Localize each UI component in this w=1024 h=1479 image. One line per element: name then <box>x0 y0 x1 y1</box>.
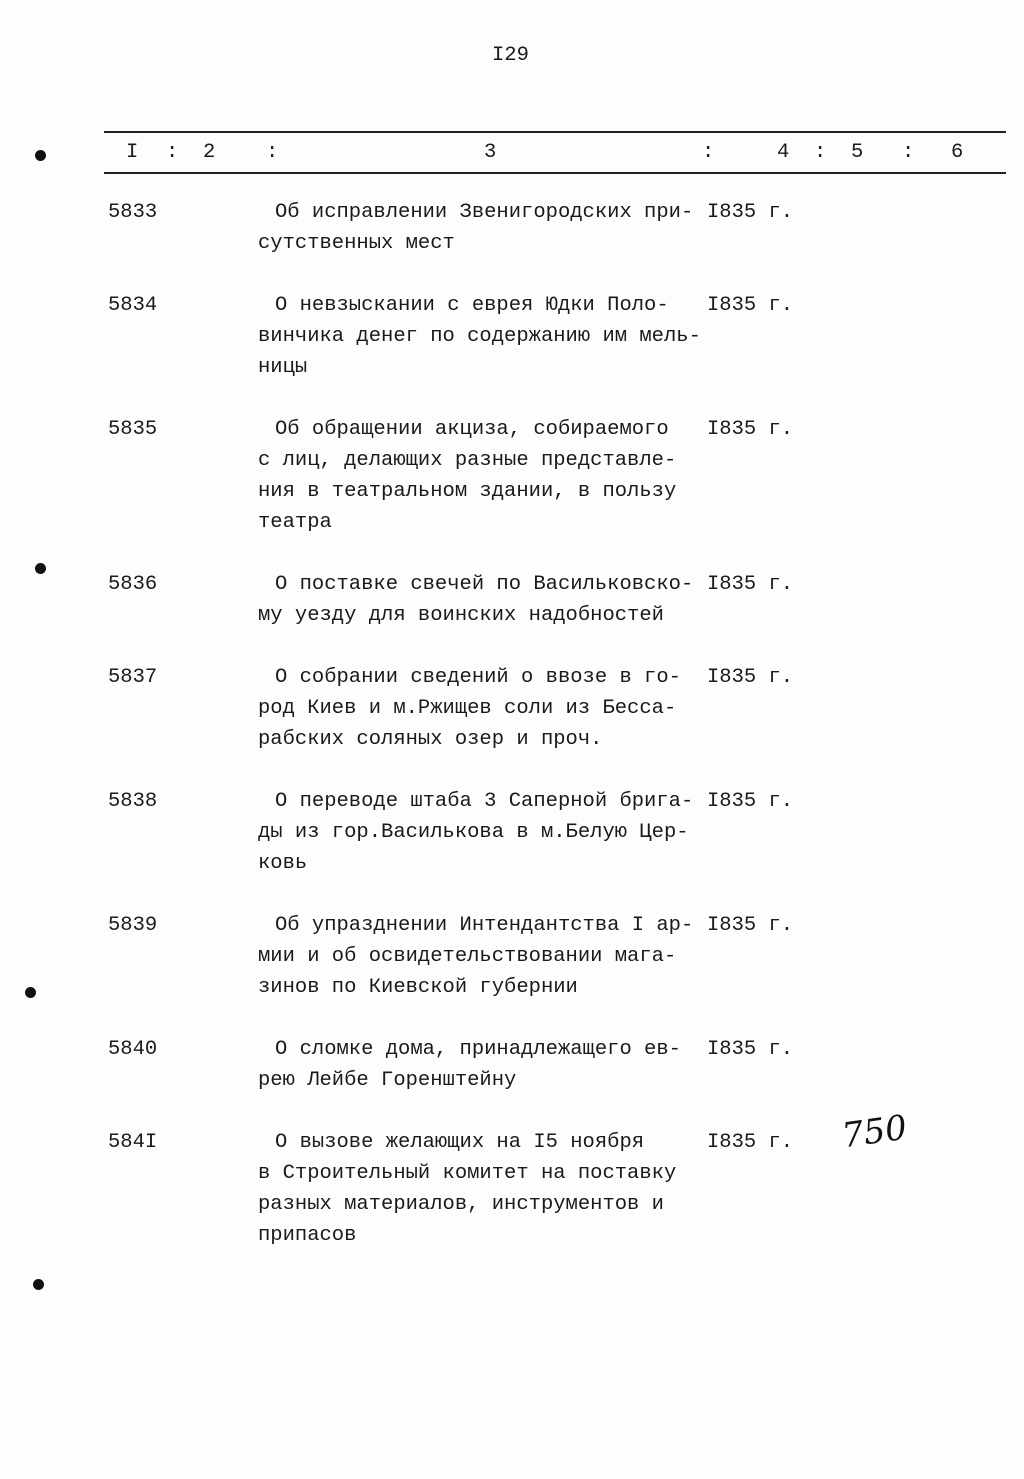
entry-year: I835 г. <box>707 1038 794 1061</box>
entry-title <box>258 1034 681 1096</box>
entry-title-line: ды из гор.Василькова в м.Белую Цер- <box>258 821 689 844</box>
entry-title-line: О вызове желающих на I5 ноября <box>275 1131 645 1154</box>
table-header-rule <box>104 172 1006 174</box>
entry-number: 584I <box>108 1131 158 1154</box>
entry-title <box>258 662 681 755</box>
entry-title <box>258 786 693 879</box>
entry-number: 5839 <box>108 914 158 937</box>
entry-title-line: Об исправлении Звенигородских при- <box>275 201 694 224</box>
col-header-2: 2 <box>203 141 216 164</box>
entry-title-line: О поставке свечей по Васильковско- <box>275 573 694 596</box>
entry-title-line: Об обращении акциза, собираемого <box>275 418 669 441</box>
punch-hole <box>25 987 36 998</box>
entry-number: 5836 <box>108 573 158 596</box>
entry-title-line: сутственных мест <box>258 232 455 255</box>
col-separator: : <box>702 141 715 164</box>
entry-number: 5835 <box>108 418 158 441</box>
col-separator: : <box>902 141 915 164</box>
entry-number: 5840 <box>108 1038 158 1061</box>
entry-title <box>258 414 676 538</box>
entry-number: 5834 <box>108 294 158 317</box>
entry-title-line: разных материалов, инструментов и <box>258 1193 664 1216</box>
entry-year: I835 г. <box>707 201 794 224</box>
col-header-4: 4 <box>777 141 790 164</box>
col-header-5: 5 <box>851 141 864 164</box>
entry-year: I835 г. <box>707 294 794 317</box>
entry-title-line: припасов <box>258 1224 357 1247</box>
page-number: I29 <box>492 44 529 67</box>
entry-year: I835 г. <box>707 418 794 441</box>
col-separator: : <box>166 141 179 164</box>
punch-hole <box>35 150 46 161</box>
entry-number: 5838 <box>108 790 158 813</box>
entry-title-line: О переводе штаба 3 Саперной брига- <box>275 790 694 813</box>
punch-hole <box>35 563 46 574</box>
col-header-3: 3 <box>484 141 497 164</box>
col-separator: : <box>266 141 279 164</box>
entry-year: I835 г. <box>707 790 794 813</box>
entry-title-line: театра <box>258 511 332 534</box>
entry-title-line: мии и об освидетельствовании мага- <box>258 945 677 968</box>
handwritten-note: 750 <box>839 1107 910 1157</box>
entry-number: 5833 <box>108 201 158 224</box>
entry-title-line: винчика денег по содержанию им мель- <box>258 325 701 348</box>
entry-year: I835 г. <box>707 914 794 937</box>
col-header-1: I <box>126 141 139 164</box>
entry-title-line: Об упразднении Интендантства I ар- <box>275 914 694 937</box>
entry-title <box>258 569 693 631</box>
entry-title-line: му уезду для воинских надобностей <box>258 604 664 627</box>
entry-title-line: ковь <box>258 852 308 875</box>
entry-year: I835 г. <box>707 573 794 596</box>
entry-title-line: О невзыскании с еврея Юдки Поло- <box>275 294 669 317</box>
table-top-rule <box>104 131 1006 133</box>
punch-hole <box>33 1279 44 1290</box>
entry-title-line: с лиц, делающих разные представле- <box>258 449 677 472</box>
entry-title-line: ния в театральном здании, в пользу <box>258 480 677 503</box>
entry-title <box>258 290 701 383</box>
entry-year: I835 г. <box>707 1131 794 1154</box>
entry-number: 5837 <box>108 666 158 689</box>
entry-title <box>258 910 693 1003</box>
entry-title-line: О сломке дома, принадлежащего ев- <box>275 1038 681 1061</box>
col-separator: : <box>814 141 827 164</box>
entry-title-line: зинов по Киевской губернии <box>258 976 578 999</box>
entry-title-line: рею Лейбе Горенштейну <box>258 1069 517 1092</box>
entry-title <box>258 197 693 259</box>
entry-title <box>258 1127 676 1251</box>
entry-title-line: в Строительный комитет на поставку <box>258 1162 677 1185</box>
entry-title-line: О собрании сведений о ввозе в го- <box>275 666 681 689</box>
entry-title-line: рабских соляных озер и проч. <box>258 728 603 751</box>
entry-title-line: ницы <box>258 356 308 379</box>
entry-title-line: род Киев и м.Ржищев соли из Бесса- <box>258 697 677 720</box>
col-header-6: 6 <box>951 141 964 164</box>
entry-year: I835 г. <box>707 666 794 689</box>
